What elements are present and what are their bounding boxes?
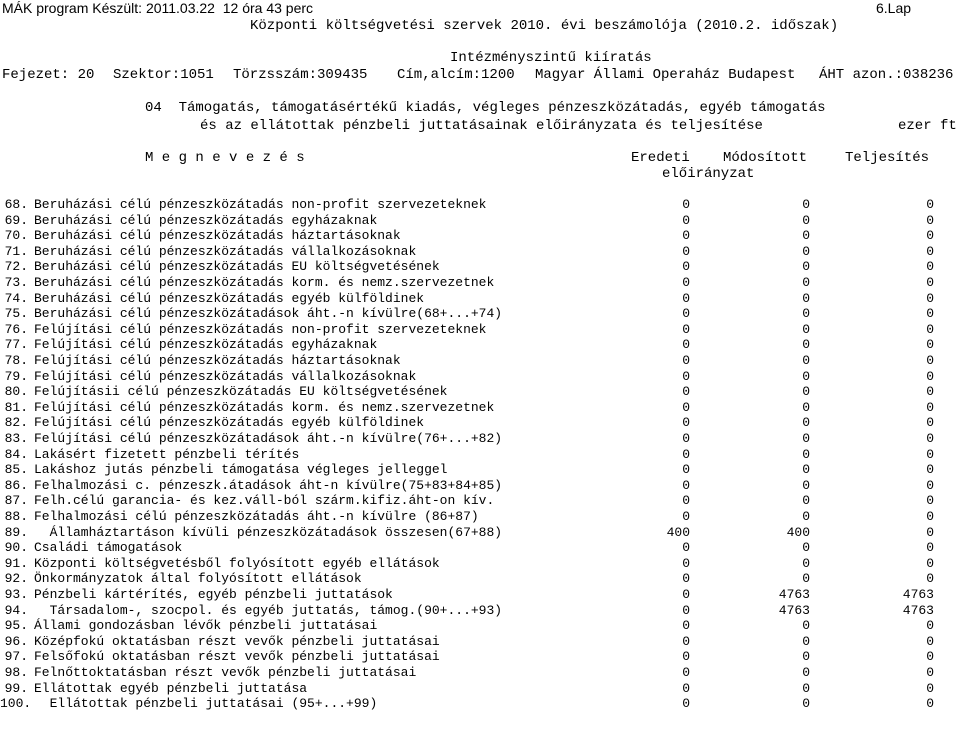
row-label: Középfokú oktatásban részt vevők pénzbeli juttatásai xyxy=(34,634,440,649)
row-modositott: 0 xyxy=(802,197,810,212)
unit-label: ezer ft xyxy=(898,118,957,134)
row-modositott: 400 xyxy=(786,525,810,540)
row-modositott: 0 xyxy=(802,462,810,477)
row-number: 81. xyxy=(4,400,28,415)
institution-name: Magyar Állami Operaház Budapest xyxy=(535,67,796,83)
row-modositott: 4763 xyxy=(778,603,810,618)
row-modositott: 4763 xyxy=(778,587,810,602)
row-teljesites: 0 xyxy=(926,696,934,711)
row-number: 83. xyxy=(4,431,28,446)
row-label: Beruházási célú pénzeszközátadás egyházaknak xyxy=(34,213,378,228)
row-number: 92. xyxy=(4,571,28,586)
row-teljesites: 0 xyxy=(926,213,934,228)
row-number: 71. xyxy=(4,244,28,259)
row-eredeti: 0 xyxy=(682,493,690,508)
row-label: Állami gondozásban lévők pénzbeli juttatásai xyxy=(34,618,378,633)
row-teljesites: 0 xyxy=(926,384,934,399)
row-label: Lakásért fizetett pénzbeli térítés xyxy=(34,447,300,462)
report-title: Intézményszintű kiíratás xyxy=(450,50,652,66)
row-teljesites: 0 xyxy=(926,618,934,633)
row-modositott: 0 xyxy=(802,696,810,711)
row-eredeti: 400 xyxy=(666,525,690,540)
row-label: Pénzbeli kártérítés, egyéb pénzbeli juttatások xyxy=(34,587,393,602)
row-label: Felh.célú garancia- és kez.váll-ból szárm.kifiz.áht-on kív. xyxy=(34,493,495,508)
row-label: Felhalmozási c. pénzeszk.átadások áht-n kívülre(75+83+84+85) xyxy=(34,478,503,493)
row-teljesites: 0 xyxy=(926,306,934,321)
row-modositott: 0 xyxy=(802,228,810,243)
row-eredeti: 0 xyxy=(682,275,690,290)
row-modositott: 0 xyxy=(802,634,810,649)
row-number: 80. xyxy=(4,384,28,399)
row-teljesites: 0 xyxy=(926,462,934,477)
row-label: Felújítási célú pénzeszközátadás vállalkozásoknak xyxy=(34,369,417,384)
row-teljesites: 0 xyxy=(926,509,934,524)
column-header-name: M e g n e v e z é s xyxy=(145,150,305,166)
row-eredeti: 0 xyxy=(682,540,690,555)
row-number: 77. xyxy=(4,337,28,352)
row-label: Beruházási célú pénzeszközátadás korm. és nemz.szervezetnek xyxy=(34,275,495,290)
row-eredeti: 0 xyxy=(682,322,690,337)
row-eredeti: 0 xyxy=(682,556,690,571)
row-label: Felújítási célú pénzeszközátadás korm. és nemz.szervezetnek xyxy=(34,400,495,415)
row-number: 96. xyxy=(4,634,28,649)
row-teljesites: 0 xyxy=(926,649,934,664)
row-number: 85. xyxy=(4,462,28,477)
row-modositott: 0 xyxy=(802,540,810,555)
row-number: 73. xyxy=(4,275,28,290)
row-modositott: 0 xyxy=(802,447,810,462)
row-number: 74. xyxy=(4,291,28,306)
row-eredeti: 0 xyxy=(682,291,690,306)
row-teljesites: 0 xyxy=(926,275,934,290)
row-label: Lakáshoz jutás pénzbeli támogatása végleges jelleggel xyxy=(34,462,448,477)
row-eredeti: 0 xyxy=(682,337,690,352)
row-modositott: 0 xyxy=(802,649,810,664)
row-label: Beruházási célú pénzeszközátadás háztartásoknak xyxy=(34,228,401,243)
row-eredeti: 0 xyxy=(682,259,690,274)
section-title-line1: 04 Támogatás, támogatásértékű kiadás, végleges pénzeszközátadás, egyéb támogatás xyxy=(145,100,826,116)
row-eredeti: 0 xyxy=(682,431,690,446)
row-teljesites: 0 xyxy=(926,244,934,259)
row-modositott: 0 xyxy=(802,244,810,259)
row-eredeti: 0 xyxy=(682,228,690,243)
row-teljesites: 0 xyxy=(926,322,934,337)
row-number: 72. xyxy=(4,259,28,274)
page-number: 6.Lap xyxy=(876,0,912,16)
row-number: 97. xyxy=(4,649,28,664)
row-label: Felújítási célú pénzeszközátadások áht.-n kívülre(76+...+82) xyxy=(34,431,503,446)
row-teljesites: 0 xyxy=(926,540,934,555)
row-number: 84. xyxy=(4,447,28,462)
row-modositott: 0 xyxy=(802,291,810,306)
column-header-eredeti: Eredeti xyxy=(631,150,690,166)
row-modositott: 0 xyxy=(802,509,810,524)
row-teljesites: 0 xyxy=(926,291,934,306)
row-eredeti: 0 xyxy=(682,400,690,415)
row-eredeti: 0 xyxy=(682,618,690,633)
row-eredeti: 0 xyxy=(682,681,690,696)
row-label: Felhalmozási célú pénzeszközátadás áht.-n kívülre (86+87) xyxy=(34,509,479,524)
row-label: Felnőttoktatásban részt vevők pénzbeli juttatásai xyxy=(34,665,417,680)
row-teljesites: 0 xyxy=(926,447,934,462)
row-eredeti: 0 xyxy=(682,306,690,321)
row-modositott: 0 xyxy=(802,618,810,633)
row-number: 78. xyxy=(4,353,28,368)
row-teljesites: 0 xyxy=(926,415,934,430)
row-modositott: 0 xyxy=(802,415,810,430)
row-label: Társadalom-, szocpol. és egyéb juttatás, támog.(90+...+93) xyxy=(34,603,503,618)
row-label: Felsőfokú oktatásban részt vevők pénzbeli juttatásai xyxy=(34,649,440,664)
row-eredeti: 0 xyxy=(682,696,690,711)
row-teljesites: 0 xyxy=(926,681,934,696)
row-teljesites: 0 xyxy=(926,431,934,446)
aht-id: ÁHT azon.:038236 xyxy=(819,67,954,83)
row-modositott: 0 xyxy=(802,681,810,696)
row-teljesites: 0 xyxy=(926,525,934,540)
row-modositott: 0 xyxy=(802,369,810,384)
row-number: 98. xyxy=(4,665,28,680)
row-number: 88. xyxy=(4,509,28,524)
row-modositott: 0 xyxy=(802,400,810,415)
row-number: 94. xyxy=(4,603,28,618)
row-eredeti: 0 xyxy=(682,415,690,430)
report-header-program: MÁK program Készült: 2011.03.22 12 óra 43 perc xyxy=(2,0,314,16)
row-label: Központi költségvetésből folyósított egyéb ellátások xyxy=(34,556,440,571)
torzsszam-label: Törzsszám:309435 xyxy=(233,67,368,83)
row-modositott: 0 xyxy=(802,353,810,368)
cim-label: Cím,alcím:1200 xyxy=(397,67,515,83)
report-subtitle: Központi költségvetési szervek 2010. évi beszámolója (2010.2. időszak) xyxy=(250,18,839,34)
row-number: 68. xyxy=(4,197,28,212)
row-modositott: 0 xyxy=(802,384,810,399)
row-number: 75. xyxy=(4,306,28,321)
row-number: 99. xyxy=(4,681,28,696)
row-teljesites: 0 xyxy=(926,634,934,649)
row-label: Önkormányzatok által folyósított ellátások xyxy=(34,571,362,586)
row-modositott: 0 xyxy=(802,571,810,586)
row-number: 95. xyxy=(4,618,28,633)
row-number: 82. xyxy=(4,415,28,430)
row-modositott: 0 xyxy=(802,275,810,290)
row-eredeti: 0 xyxy=(682,665,690,680)
row-number: 76. xyxy=(4,322,28,337)
row-number: 91. xyxy=(4,556,28,571)
row-teljesites: 0 xyxy=(926,259,934,274)
row-label: Ellátottak pénzbeli juttatásai (95+...+99) xyxy=(34,696,378,711)
row-teljesites: 4763 xyxy=(902,587,934,602)
row-modositott: 0 xyxy=(802,493,810,508)
row-eredeti: 0 xyxy=(682,649,690,664)
row-teljesites: 0 xyxy=(926,228,934,243)
row-teljesites: 0 xyxy=(926,353,934,368)
row-number: 100. xyxy=(0,696,32,711)
row-number: 70. xyxy=(4,228,28,243)
row-number: 86. xyxy=(4,478,28,493)
row-teljesites: 0 xyxy=(926,665,934,680)
row-teljesites: 0 xyxy=(926,478,934,493)
row-number: 87. xyxy=(4,493,28,508)
row-eredeti: 0 xyxy=(682,603,690,618)
row-teljesites: 0 xyxy=(926,337,934,352)
row-modositott: 0 xyxy=(802,322,810,337)
row-eredeti: 0 xyxy=(682,197,690,212)
row-label: Beruházási célú pénzeszközátadás egyéb külföldinek xyxy=(34,291,425,306)
row-eredeti: 0 xyxy=(682,369,690,384)
row-eredeti: 0 xyxy=(682,587,690,602)
row-teljesites: 0 xyxy=(926,369,934,384)
row-label: Felújítási célú pénzeszközátadás egyházaknak xyxy=(34,337,378,352)
row-modositott: 0 xyxy=(802,556,810,571)
column-header-eloiranyzat: előirányzat xyxy=(662,166,755,182)
row-modositott: 0 xyxy=(802,478,810,493)
row-label: Ellátottak egyéb pénzbeli juttatása xyxy=(34,681,308,696)
row-modositott: 0 xyxy=(802,213,810,228)
column-header-teljesites: Teljesítés xyxy=(845,150,930,166)
row-modositott: 0 xyxy=(802,337,810,352)
szektor-label: Szektor:1051 xyxy=(113,67,214,83)
row-teljesites: 0 xyxy=(926,571,934,586)
row-eredeti: 0 xyxy=(682,353,690,368)
row-label: Felújítási célú pénzeszközátadás háztartásoknak xyxy=(34,353,401,368)
row-modositott: 0 xyxy=(802,306,810,321)
row-teljesites: 0 xyxy=(926,197,934,212)
row-number: 93. xyxy=(4,587,28,602)
row-eredeti: 0 xyxy=(682,634,690,649)
row-eredeti: 0 xyxy=(682,571,690,586)
row-label: Felújításii célú pénzeszközátadás EU költségvetésének xyxy=(34,384,448,399)
row-eredeti: 0 xyxy=(682,244,690,259)
row-eredeti: 0 xyxy=(682,384,690,399)
row-modositott: 0 xyxy=(802,431,810,446)
row-number: 90. xyxy=(4,540,28,555)
section-title-line2: és az ellátottak pénzbeli juttatásainak előirányzata és teljesítése xyxy=(200,118,763,134)
row-eredeti: 0 xyxy=(682,478,690,493)
row-label: Államháztartáson kívüli pénzeszközátadások összesen(67+88) xyxy=(34,525,503,540)
row-teljesites: 0 xyxy=(926,400,934,415)
row-label: Beruházási célú pénzeszközátadás non-profit szervezeteknek xyxy=(34,197,487,212)
fejezet-label: Fejezet: 20 xyxy=(2,67,95,83)
row-number: 79. xyxy=(4,369,28,384)
row-number: 69. xyxy=(4,213,28,228)
row-label: Felújítási célú pénzeszközátadás non-profit szervezeteknek xyxy=(34,322,487,337)
row-eredeti: 0 xyxy=(682,447,690,462)
row-teljesites: 0 xyxy=(926,556,934,571)
row-modositott: 0 xyxy=(802,665,810,680)
row-label: Beruházási célú pénzeszközátadás vállalkozásoknak xyxy=(34,244,417,259)
row-eredeti: 0 xyxy=(682,509,690,524)
row-teljesites: 0 xyxy=(926,493,934,508)
row-label: Családi támogatások xyxy=(34,540,183,555)
column-header-modositott: Módosított xyxy=(723,150,808,166)
row-modositott: 0 xyxy=(802,259,810,274)
row-label: Beruházási célú pénzeszközátadások áht.-n kívülre(68+...+74) xyxy=(34,306,503,321)
row-number: 89. xyxy=(4,525,28,540)
row-teljesites: 4763 xyxy=(902,603,934,618)
row-eredeti: 0 xyxy=(682,213,690,228)
row-eredeti: 0 xyxy=(682,462,690,477)
row-label: Felújítási célú pénzeszközátadás egyéb külföldinek xyxy=(34,415,425,430)
row-label: Beruházási célú pénzeszközátadás EU költségvetésének xyxy=(34,259,440,274)
